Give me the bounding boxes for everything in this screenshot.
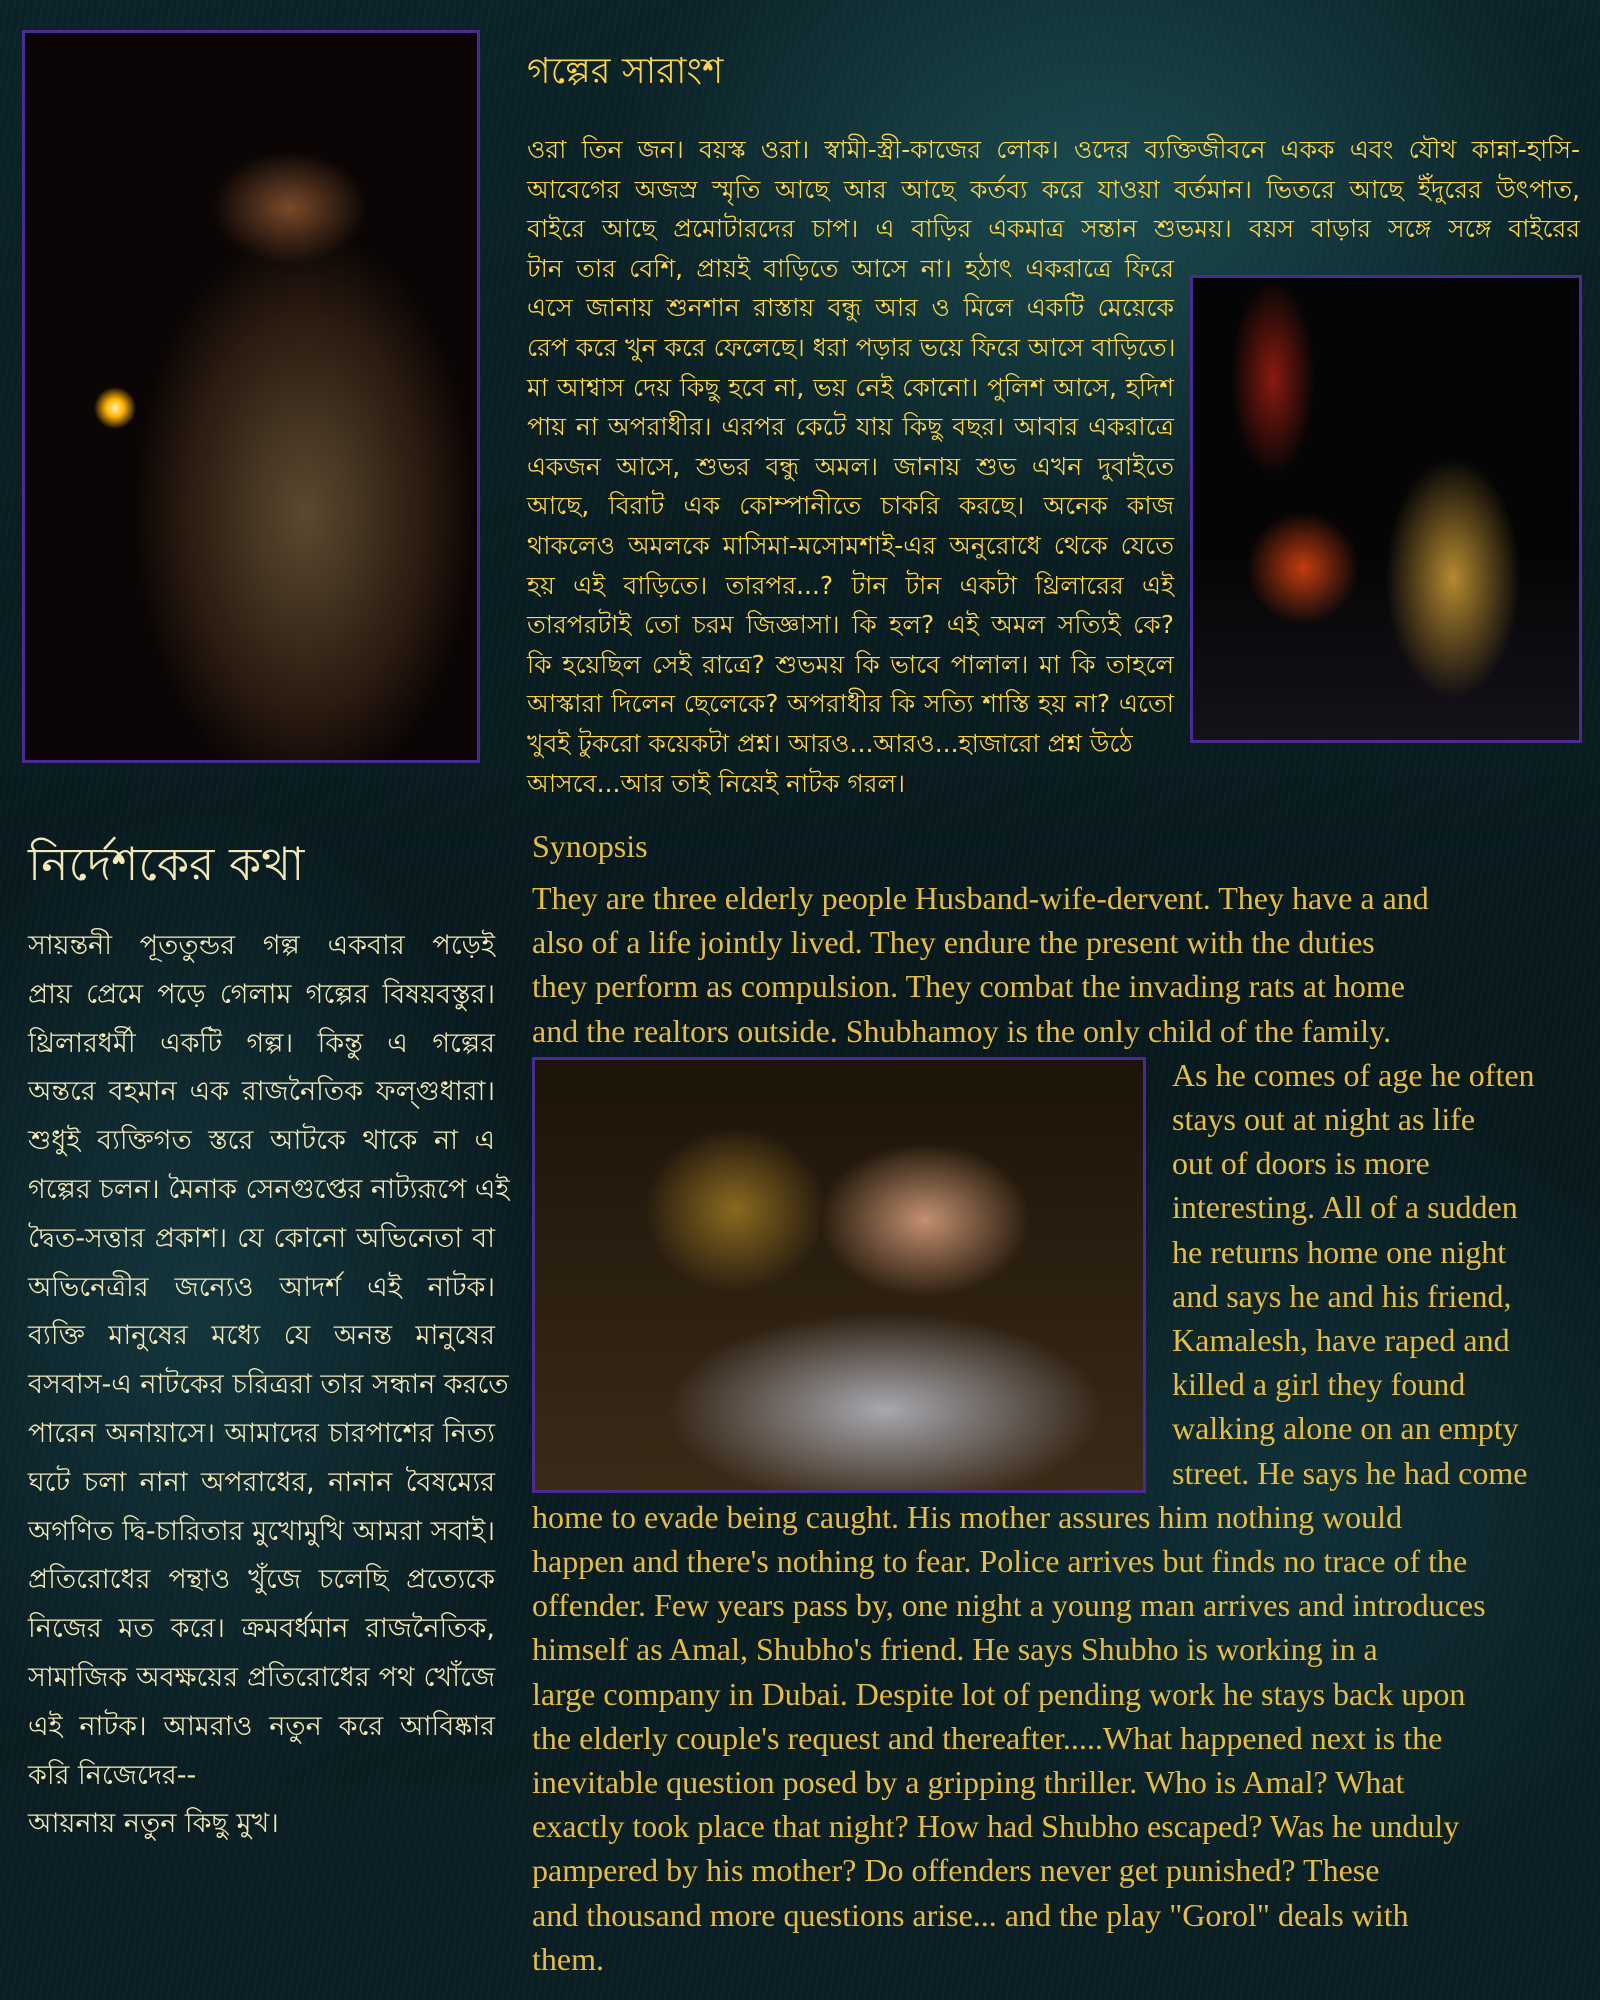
text-line: থ্রিলারধর্মী একটি গল্প। কিন্তু এ গল্পের — [28, 1027, 495, 1059]
text-line: মা আশ্বাস দেয় কিছু হবে না, ভয় নেই কোনো। পুলিশ আসে, হদিশ — [527, 372, 1174, 402]
text-line: and says he and his friend, — [1172, 1277, 1512, 1314]
text-line: অন্তরে বহমান এক রাজনৈতিক ফল্গুধারা। — [28, 1076, 495, 1108]
text-line: ব্যক্তি মানুষের মধ্যে যে অনন্ত মানুষের — [28, 1320, 495, 1352]
text-line: রেপ করে খুন করে ফেলেছে। ধরা পড়ার ভয়ে ফিরে আসে বাড়িতে। — [527, 333, 1176, 362]
text-line: offender. Few years pass by, one night a young man arrives and introduces — [532, 1587, 1486, 1624]
text-line: এই নাটক। আমরাও নতুন করে আবিষ্কার — [28, 1710, 495, 1742]
text-line: inevitable question posed by a gripping thriller. Who is Amal? What — [532, 1764, 1405, 1800]
text-line: happen and there's nothing to fear. Police arrives but finds no trace of the — [532, 1543, 1468, 1579]
text-line: পারেন অনায়াসে। আমাদের চারপাশের নিত্য — [28, 1418, 495, 1449]
text-line: অভিনেত্রীর জন্যেও আদর্শ এই নাটক। — [28, 1271, 495, 1303]
synopsis-heading: Synopsis — [532, 828, 648, 864]
text-line: সামাজিক অবক্ষয়ের প্রতিরোধের পথ খোঁজে — [28, 1662, 495, 1693]
text-line: he returns home one night — [1172, 1233, 1507, 1270]
text-line: আস্কারা দিলেন ছেলেকে? অপরাধীর কি সত্যি শাস্তি হয় না? এতো — [527, 689, 1174, 719]
text-line: ওরা তিন জন। বয়স্ক ওরা। স্বামী-স্ত্রী-কাজের লোক। ওদের ব্যক্তিজীবনে একক এবং যৌথ কান্না-হাসি- — [527, 135, 1580, 164]
text-line: দ্বৈত-সত্তার প্রকাশ। যে কোনো অভিনেতা বা — [28, 1222, 495, 1254]
text-line: করি নিজেদের-- — [28, 1759, 197, 1791]
text-line: As he comes of age he often — [1172, 1056, 1535, 1093]
text-line: হয় এই বাড়িতে। তারপর...? টান টান একটা থ্রিলারের এই — [527, 570, 1174, 600]
text-line: পায় না অপরাধীর। এরপর কেটে যায় কিছু বছর। আবার একরাত্রে — [527, 412, 1174, 442]
text-line: also of a life jointly lived. They endure the present with the duties — [532, 924, 1375, 961]
text-line: out of doors is more — [1172, 1145, 1430, 1182]
text-line: আয়নায় নতুন কিছু মুখ। — [28, 1808, 279, 1840]
text-line: and the realtors outside. Shubhamoy is the only child of the family. — [532, 1012, 1392, 1049]
text-line: আসবে...আর তাই নিয়েই নাটক গরল। — [527, 768, 906, 798]
text-line: ঘটে চলা নানা অপরাধের, নানান বৈষম্যের — [28, 1466, 495, 1498]
text-line: and thousand more questions arise... and the play "Gorol" deals with — [532, 1896, 1409, 1933]
text-line: they perform as compulsion. They combat the invading rats at home — [532, 968, 1405, 1005]
photo-couple-in-bed — [532, 1057, 1146, 1493]
text-line: আছে, বিরাট এক কোম্পানীতে চাকরি করছে। অনেক কাজ — [527, 491, 1174, 521]
text-line: large company in Dubai. Despite lot of pending work he stays back upon — [532, 1675, 1466, 1712]
text-line: এসে জানায় শুনশান রাস্তায় বন্ধু আর ও মিলে একটি মেয়েকে — [527, 293, 1174, 323]
director-note-heading: নির্দেশকের কথা — [28, 837, 305, 891]
text-line: অগণিত দ্বি-চারিতার মুখোমুখি আমরা সবাই। — [28, 1515, 495, 1547]
text-line: himself as Amal, Shubho's friend. He says Shubho is working in a — [532, 1631, 1378, 1668]
text-line: থাকলেও অমলকে মাসিমা-মসোমশাই-এর অনুরোধে থেকে যেতে — [527, 531, 1174, 560]
text-line: street. He says he had come — [1172, 1454, 1528, 1491]
text-line: প্রতিরোধের পন্থাও খুঁজে চলেছি প্রত্যেকে — [28, 1564, 495, 1596]
text-line: walking alone on an empty — [1172, 1410, 1519, 1447]
text-line: exactly took place that night? How had Shubho escaped? Was he unduly — [532, 1808, 1460, 1845]
text-line: stays out at night as life — [1172, 1101, 1476, 1137]
text-line: তারপরটাই তো চরম জিজ্ঞাসা। কি হল? এই অমল সত্যিই কে? — [527, 610, 1174, 640]
text-line: সায়ন্তনী পূততুন্ডর গল্প একবার পড়েই — [28, 930, 495, 961]
text-line: They are three elderly people Husband-wife-dervent. They have a and — [532, 880, 1429, 916]
text-line: খুবই টুকরো কয়েকটা প্রশ্ন। আরও...আরও...হাজারো প্রশ্ন উঠে — [527, 729, 1133, 758]
text-line: pampered by his mother? Do offenders never get punished? These — [532, 1852, 1380, 1889]
text-line: বসবাস-এ নাটকের চরিত্ররা তার সন্ধান করতে — [28, 1369, 509, 1401]
text-line: টান তার বেশি, প্রায়ই বাড়িতে আসে না। হঠাৎ একরাত্রে ফিরে — [527, 253, 1174, 283]
text-line: interesting. All of a sudden — [1172, 1189, 1518, 1226]
text-line: শুধুই ব্যক্তিগত স্তরে আটকে থাকে না এ — [28, 1125, 495, 1157]
text-line: the elderly couple's request and thereafter.....What happened next is the — [532, 1719, 1443, 1756]
text-line: কি হয়েছিল সেই রাত্রে? শুভময় কি ভাবে পালাল। মা কি তাহলে — [527, 649, 1174, 679]
text-line: আবেগের অজস্র স্মৃতি আছে আর আছে কর্তব্য করে যাওয়া বর্তমান। ভিতরে আছে ইঁদুরের উৎপাত, — [527, 174, 1580, 204]
text-line: নিজের মত করে। ক্রমবর্ধমান রাজনৈতিক, — [28, 1613, 495, 1645]
text-line: killed a girl they found — [1172, 1366, 1466, 1403]
text-line: একজন আসে, শুভর বন্ধু অমল। জানায় শুভ এখন দুবাইতে — [527, 451, 1174, 481]
text-line: বাইরে আছে প্রমোটারদের চাপ। এ বাড়ির একমাত্র সন্তান শুভময়। বয়স বাড়ার সঙ্গে সঙ্গে বাইরের — [527, 214, 1580, 244]
text-line: Kamalesh, have raped and — [1172, 1322, 1510, 1358]
photo-man-and-woman — [1190, 275, 1582, 743]
text-line: them. — [532, 1940, 604, 1977]
photo-woman-with-lamp — [22, 30, 480, 763]
story-summary-heading: গল্পের সারাংশ — [527, 51, 724, 92]
text-line: গল্পের চলন। মৈনাক সেনগুপ্তের নাট্যরূপে এই — [28, 1174, 510, 1205]
text-line: home to evade being caught. His mother assures him nothing would — [532, 1498, 1403, 1535]
text-line: প্রায় প্রেমে পড়ে গেলাম গল্পের বিষয়বস্তুর। — [28, 978, 495, 1010]
